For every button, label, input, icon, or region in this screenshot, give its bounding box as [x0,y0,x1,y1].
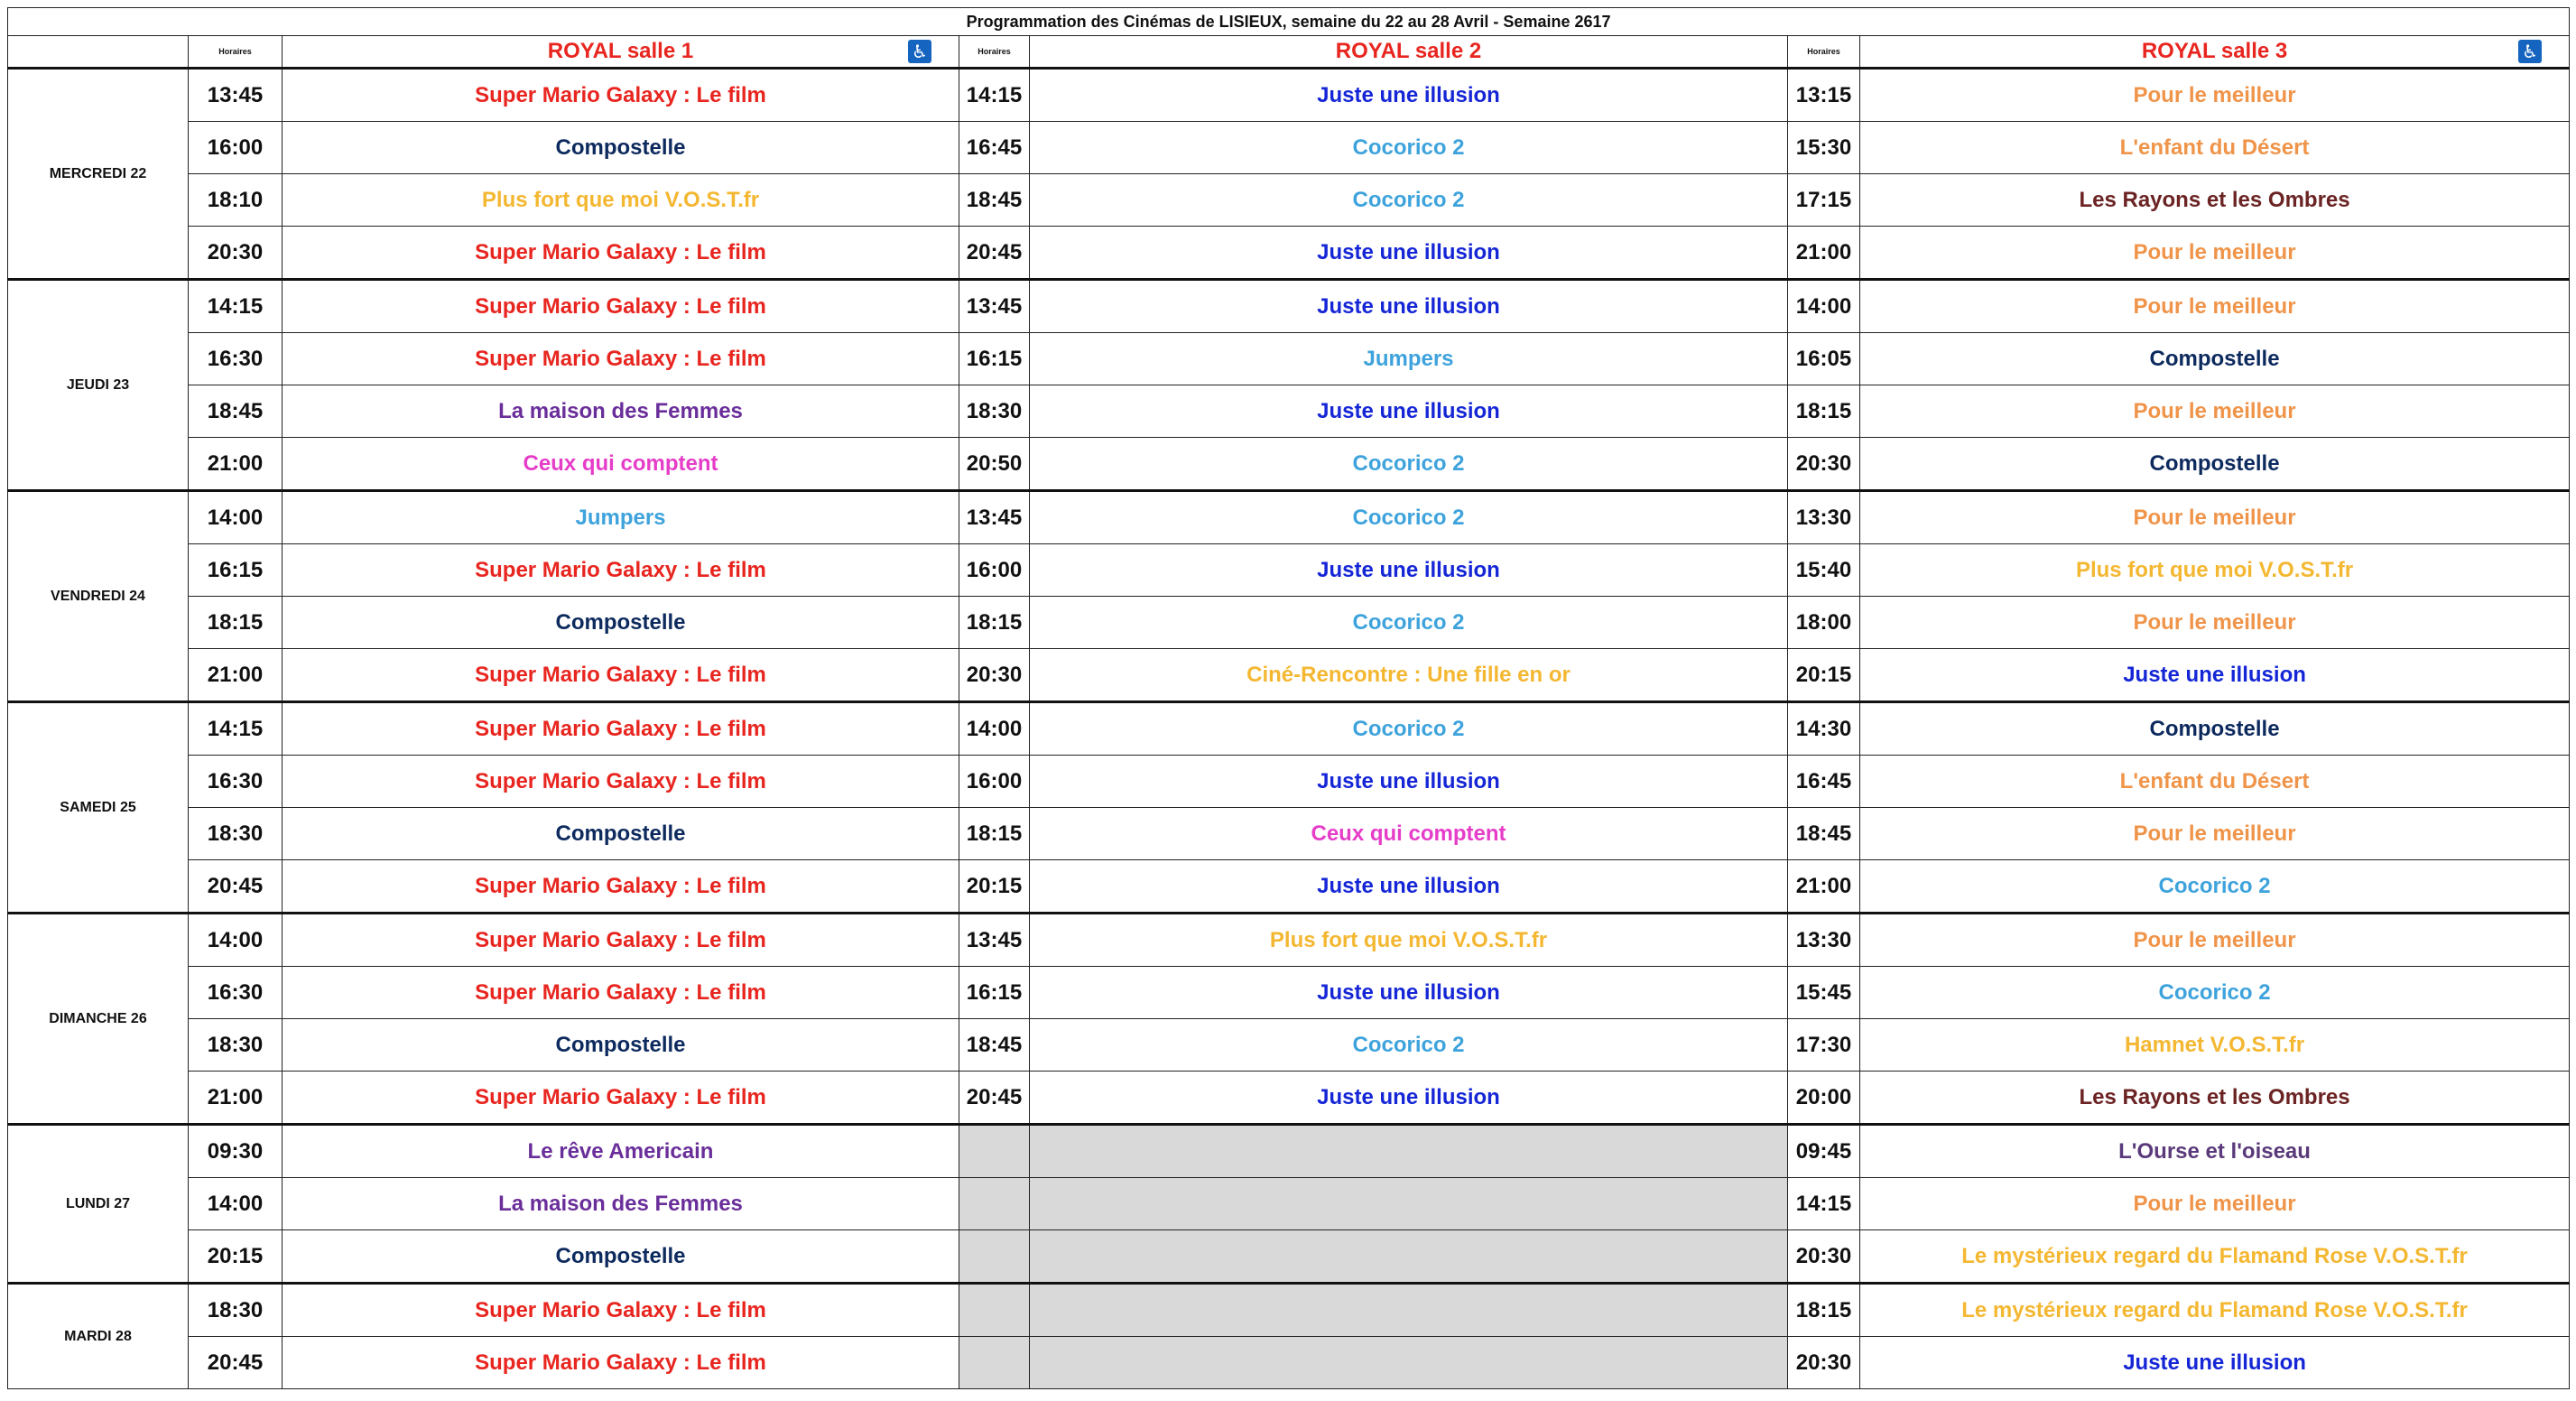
film-title-salle-2: Juste une illusion [1030,385,1788,438]
showtime-salle-3: 14:30 [1788,702,1860,756]
showtime-salle-1: 21:00 [189,1072,283,1125]
film-title-salle-1: Ceux qui comptent [283,438,959,491]
film-title-salle-1: Compostelle [283,1019,959,1072]
showtime-salle-2: 16:15 [959,333,1030,385]
film-title-salle-1: Super Mario Galaxy : Le film [283,756,959,808]
showtime-salle-2: 20:50 [959,438,1030,491]
showtime-salle-1: 20:30 [189,227,283,280]
showtime-salle-1: 20:45 [189,1337,283,1389]
schedule-row [8,1230,2570,1284]
film-title-salle-3: Pour le meilleur [1860,227,2570,280]
schedule-row [8,967,2570,1019]
showtime-salle-1: 16:15 [189,544,283,597]
showtime-salle-1: 21:00 [189,649,283,702]
empty-film-cell [1030,1337,1788,1389]
showtime-salle-3: 20:00 [1788,1072,1860,1125]
showtime-salle-1: 16:30 [189,756,283,808]
film-title-salle-3: L'enfant du Désert [1860,756,2570,808]
showtime-salle-3: 18:15 [1788,385,1860,438]
film-title-salle-3: Pour le meilleur [1860,597,2570,649]
showtime-salle-1: 20:15 [189,1230,283,1284]
film-title-salle-3: Hamnet V.O.S.T.fr [1860,1019,2570,1072]
film-title-salle-3: Pour le meilleur [1860,808,2570,860]
empty-film-cell [1030,1125,1788,1178]
film-title-salle-2: Cocorico 2 [1030,122,1788,174]
film-title-salle-1: Super Mario Galaxy : Le film [283,227,959,280]
empty-film-cell [1030,1230,1788,1284]
showtime-salle-2: 20:15 [959,860,1030,914]
showtime-salle-2: 18:30 [959,385,1030,438]
showtime-salle-1: 21:00 [189,438,283,491]
showtime-salle-2: 18:15 [959,597,1030,649]
schedule-row [8,1337,2570,1389]
day-label: LUNDI 27 [8,1125,189,1284]
film-title-salle-1: La maison des Femmes [283,385,959,438]
schedule-row [8,914,2570,967]
showtime-salle-2: 20:45 [959,1072,1030,1125]
empty-time-cell [959,1178,1030,1230]
room-label-salle-3: ROYAL salle 3 [2141,39,2288,63]
schedule-row [8,756,2570,808]
schedule-row [8,333,2570,385]
schedule-title: Programmation des Cinémas de LISIEUX, semaine du 22 au 28 Avril - Semaine 2617 [8,8,2570,36]
empty-time-cell [959,1337,1030,1389]
film-title-salle-3: Juste une illusion [1860,1337,2570,1389]
showtime-salle-3: 18:15 [1788,1284,1860,1337]
showtime-salle-1: 18:30 [189,808,283,860]
film-title-salle-2: Cocorico 2 [1030,1019,1788,1072]
showtime-salle-1: 18:15 [189,597,283,649]
film-title-salle-1: Compostelle [283,1230,959,1284]
film-title-salle-3: Compostelle [1860,438,2570,491]
room-header-salle-2 [1030,36,1788,69]
film-title-salle-1: Super Mario Galaxy : Le film [283,967,959,1019]
showtime-salle-1: 14:00 [189,914,283,967]
empty-time-cell [959,1230,1030,1284]
room-label-salle-2: ROYAL salle 2 [1335,39,1482,63]
showtime-salle-3: 13:30 [1788,491,1860,544]
schedule-row [8,227,2570,280]
film-title-salle-2: Juste une illusion [1030,280,1788,333]
film-title-salle-1: Super Mario Galaxy : Le film [283,69,959,122]
film-title-salle-2: Juste une illusion [1030,1072,1788,1125]
schedule-row [8,122,2570,174]
film-title-salle-3: Plus fort que moi V.O.S.T.fr [1860,544,2570,597]
showtime-salle-3: 20:15 [1788,649,1860,702]
empty-time-cell [959,1125,1030,1178]
schedule-row [8,280,2570,333]
film-title-salle-1: Super Mario Galaxy : Le film [283,333,959,385]
showtime-salle-2: 18:45 [959,174,1030,227]
schedule-row [8,860,2570,914]
showtime-salle-3: 14:15 [1788,1178,1860,1230]
schedule-row [8,1284,2570,1337]
showtime-salle-1: 14:15 [189,702,283,756]
showtime-salle-1: 16:30 [189,967,283,1019]
film-title-salle-3: L'enfant du Désert [1860,122,2570,174]
day-label: VENDREDI 24 [8,491,189,702]
showtime-salle-2: 13:45 [959,280,1030,333]
showtime-salle-1: 16:30 [189,333,283,385]
showtime-salle-3: 18:00 [1788,597,1860,649]
showtime-salle-3: 15:45 [1788,967,1860,1019]
schedule-row [8,438,2570,491]
schedule-row [8,385,2570,438]
showtime-salle-3: 09:45 [1788,1125,1860,1178]
room-header-salle-3 [1860,36,2570,69]
empty-film-cell [1030,1178,1788,1230]
showtime-salle-2: 18:45 [959,1019,1030,1072]
film-title-salle-2: Cocorico 2 [1030,491,1788,544]
film-title-salle-1: Super Mario Galaxy : Le film [283,914,959,967]
day-label: SAMEDI 25 [8,702,189,914]
film-title-salle-3: Juste une illusion [1860,649,2570,702]
film-title-salle-1: Plus fort que moi V.O.S.T.fr [283,174,959,227]
showtime-salle-3: 15:40 [1788,544,1860,597]
room-label-salle-1: ROYAL salle 1 [547,39,694,63]
showtime-salle-1: 18:10 [189,174,283,227]
film-title-salle-2: Cocorico 2 [1030,438,1788,491]
showtime-salle-3: 21:00 [1788,860,1860,914]
showtime-salle-2: 13:45 [959,914,1030,967]
day-label: MERCREDI 22 [8,69,189,280]
empty-film-cell [1030,1284,1788,1337]
film-title-salle-3: Compostelle [1860,333,2570,385]
schedule-table [7,7,2570,1389]
showtime-salle-1: 16:00 [189,122,283,174]
showtime-salle-2: 16:45 [959,122,1030,174]
film-title-salle-1: Super Mario Galaxy : Le film [283,702,959,756]
film-title-salle-1: Compostelle [283,597,959,649]
film-title-salle-3: Compostelle [1860,702,2570,756]
schedule-sheet [7,7,2570,1389]
schedule-row [8,69,2570,122]
film-title-salle-2: Ciné-Rencontre : Une fille en or [1030,649,1788,702]
film-title-salle-2: Juste une illusion [1030,544,1788,597]
film-title-salle-1: Super Mario Galaxy : Le film [283,1072,959,1125]
film-title-salle-1: Super Mario Galaxy : Le film [283,544,959,597]
day-label: DIMANCHE 26 [8,914,189,1125]
showtime-salle-3: 20:30 [1788,1230,1860,1284]
schedule-row [8,1125,2570,1178]
film-title-salle-1: La maison des Femmes [283,1178,959,1230]
film-title-salle-2: Cocorico 2 [1030,702,1788,756]
film-title-salle-2: Cocorico 2 [1030,174,1788,227]
schedule-row [8,544,2570,597]
film-title-salle-3: Cocorico 2 [1860,967,2570,1019]
film-title-salle-1: Super Mario Galaxy : Le film [283,860,959,914]
showtime-salle-3: 14:00 [1788,280,1860,333]
showtime-salle-1: 18:30 [189,1284,283,1337]
showtime-salle-2: 13:45 [959,491,1030,544]
showtime-salle-1: 18:45 [189,385,283,438]
schedule-row [8,1072,2570,1125]
showtime-salle-3: 13:30 [1788,914,1860,967]
showtime-salle-1: 09:30 [189,1125,283,1178]
showtime-salle-2: 16:00 [959,544,1030,597]
film-title-salle-2: Ceux qui comptent [1030,808,1788,860]
showtime-salle-1: 18:30 [189,1019,283,1072]
film-title-salle-3: Pour le meilleur [1860,1178,2570,1230]
showtime-salle-1: 14:15 [189,280,283,333]
wheelchair-icon: ♿ [2518,40,2542,63]
showtime-salle-1: 14:00 [189,491,283,544]
film-title-salle-1: Super Mario Galaxy : Le film [283,649,959,702]
showtime-salle-2: 14:15 [959,69,1030,122]
showtime-salle-3: 18:45 [1788,808,1860,860]
day-label: MARDI 28 [8,1284,189,1389]
schedule-row [8,491,2570,544]
film-title-salle-3: Pour le meilleur [1860,385,2570,438]
showtime-salle-3: 20:30 [1788,1337,1860,1389]
showtime-salle-1: 20:45 [189,860,283,914]
film-title-salle-1: Super Mario Galaxy : Le film [283,1337,959,1389]
film-title-salle-2: Juste une illusion [1030,967,1788,1019]
film-title-salle-3: Pour le meilleur [1860,914,2570,967]
film-title-salle-1: Compostelle [283,122,959,174]
showtime-salle-1: 14:00 [189,1178,283,1230]
showtime-salle-3: 13:15 [1788,69,1860,122]
film-title-salle-3: Cocorico 2 [1860,860,2570,914]
room-header-salle-1 [283,36,959,69]
film-title-salle-3: Les Rayons et les Ombres [1860,174,2570,227]
showtime-salle-2: 20:45 [959,227,1030,280]
film-title-salle-1: Super Mario Galaxy : Le film [283,1284,959,1337]
film-title-salle-1: Compostelle [283,808,959,860]
showtime-salle-3: 21:00 [1788,227,1860,280]
showtime-salle-3: 16:45 [1788,756,1860,808]
schedule-row [8,808,2570,860]
film-title-salle-3: Les Rayons et les Ombres [1860,1072,2570,1125]
schedule-row [8,702,2570,756]
showtime-salle-2: 16:15 [959,967,1030,1019]
film-title-salle-2: Cocorico 2 [1030,597,1788,649]
film-title-salle-3: Pour le meilleur [1860,491,2570,544]
film-title-salle-3: Pour le meilleur [1860,280,2570,333]
wheelchair-icon: ♿ [908,40,931,63]
showtime-salle-2: 20:30 [959,649,1030,702]
schedule-row [8,597,2570,649]
showtime-salle-2: 14:00 [959,702,1030,756]
film-title-salle-1: Super Mario Galaxy : Le film [283,280,959,333]
showtime-salle-2: 18:15 [959,808,1030,860]
showtime-salle-3: 17:15 [1788,174,1860,227]
film-title-salle-2: Juste une illusion [1030,756,1788,808]
film-title-salle-3: Le mystérieux regard du Flamand Rose V.O.S.T.fr [1860,1284,2570,1337]
film-title-salle-1: Jumpers [283,491,959,544]
film-title-salle-2: Plus fort que moi V.O.S.T.fr [1030,914,1788,967]
day-label: JEUDI 23 [8,280,189,491]
showtime-salle-3: 17:30 [1788,1019,1860,1072]
schedule-row [8,174,2570,227]
schedule-row [8,649,2570,702]
showtime-salle-2: 16:00 [959,756,1030,808]
film-title-salle-1: Le rêve Americain [283,1125,959,1178]
corner-cell [8,36,189,69]
empty-time-cell [959,1284,1030,1337]
film-title-salle-3: Pour le meilleur [1860,69,2570,122]
schedule-row [8,1019,2570,1072]
film-title-salle-2: Juste une illusion [1030,69,1788,122]
horaires-header-2: Horaires [959,36,1030,69]
film-title-salle-2: Jumpers [1030,333,1788,385]
showtime-salle-3: 16:05 [1788,333,1860,385]
showtime-salle-1: 13:45 [189,69,283,122]
horaires-header-1: Horaires [189,36,283,69]
showtime-salle-3: 15:30 [1788,122,1860,174]
horaires-header-3: Horaires [1788,36,1860,69]
schedule-row [8,1178,2570,1230]
showtime-salle-3: 20:30 [1788,438,1860,491]
film-title-salle-2: Juste une illusion [1030,227,1788,280]
film-title-salle-2: Juste une illusion [1030,860,1788,914]
film-title-salle-3: Le mystérieux regard du Flamand Rose V.O.S.T.fr [1860,1230,2570,1284]
film-title-salle-3: L'Ourse et l'oiseau [1860,1125,2570,1178]
